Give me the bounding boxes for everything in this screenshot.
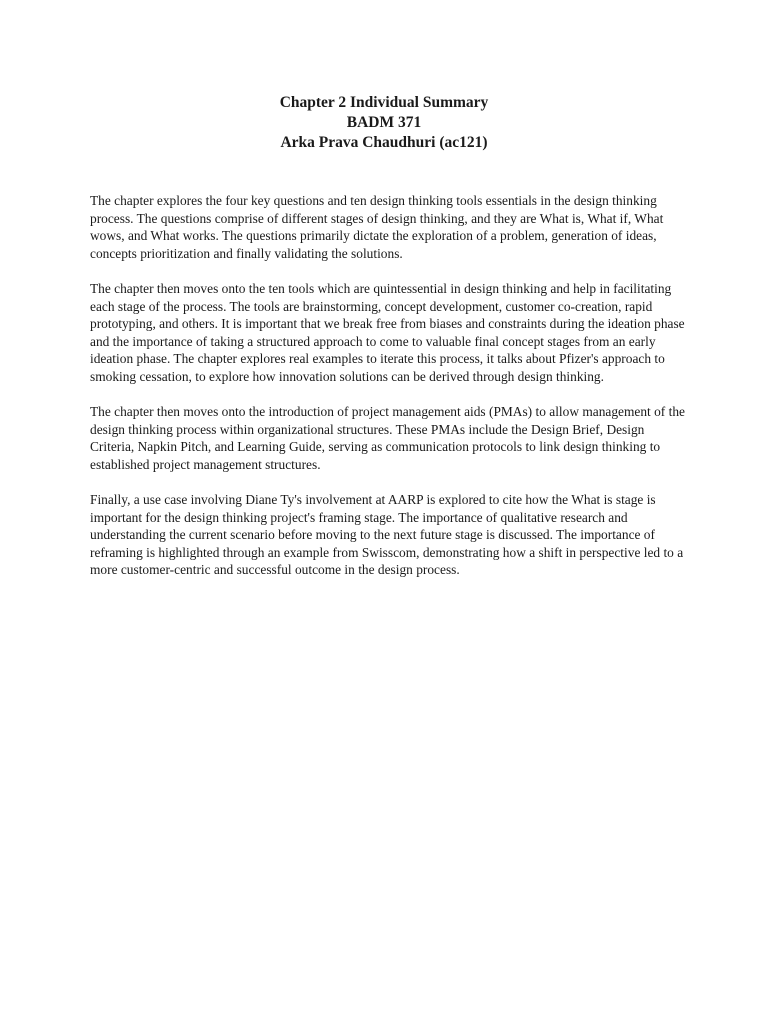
document-body bbox=[90, 192, 690, 597]
paragraph-1: The chapter explores the four key questions and ten design thinking tools essentials in the design thinking process. The questions comprise of different stages of design thinking, and they are What is, What if, What wows, and What works. The questions primarily dictate the exploration of a problem, generation of ideas, concepts prioritization and finally validating the solutions. bbox=[90, 193, 664, 261]
paragraph-3: The chapter then moves onto the introduction of project management aids (PMAs) to allow management of the design thinking process within organizational structures. These PMAs include the Design Brief, Design Criteria, Napkin Pitch, and Learning Guide, serving as communication protocols to link design thinking to established project management structures. bbox=[90, 404, 685, 472]
heading-course: BADM 371 bbox=[346, 114, 422, 131]
heading-author: Arka Prava Chaudhuri (ac121) bbox=[280, 134, 488, 151]
paragraph-4: Finally, a use case involving Diane Ty's involvement at AARP is explored to cite how the What is stage is important for the design thinking project's framing stage. The importance of qualitative research and understanding the current scenario before moving to the next future stage is discussed. The importance of reframing is highlighted through an example from Swisscom, demonstrating how a shift in perspective led to a more customer-centric and successful outcome in the design process. bbox=[90, 492, 684, 578]
heading-title: Chapter 2 Individual Summary bbox=[279, 94, 489, 111]
document-heading bbox=[0, 93, 768, 153]
paragraph-2: The chapter then moves onto the ten tools which are quintessential in design thinking and help in facilitating each stage of the process. The tools are brainstorming, concept development, customer co-creation, rapid prototyping, and others. It is important that we break free from biases and constraints during the ideation phase and the importance of taking a structured approach to come to valuable final concept stages from an early ideation phase. The chapter explores real examples to iterate this process, it talks about Pfizer's approach to smoking cessation, to explore how innovation solutions can be derived through design thinking. bbox=[90, 280, 685, 384]
